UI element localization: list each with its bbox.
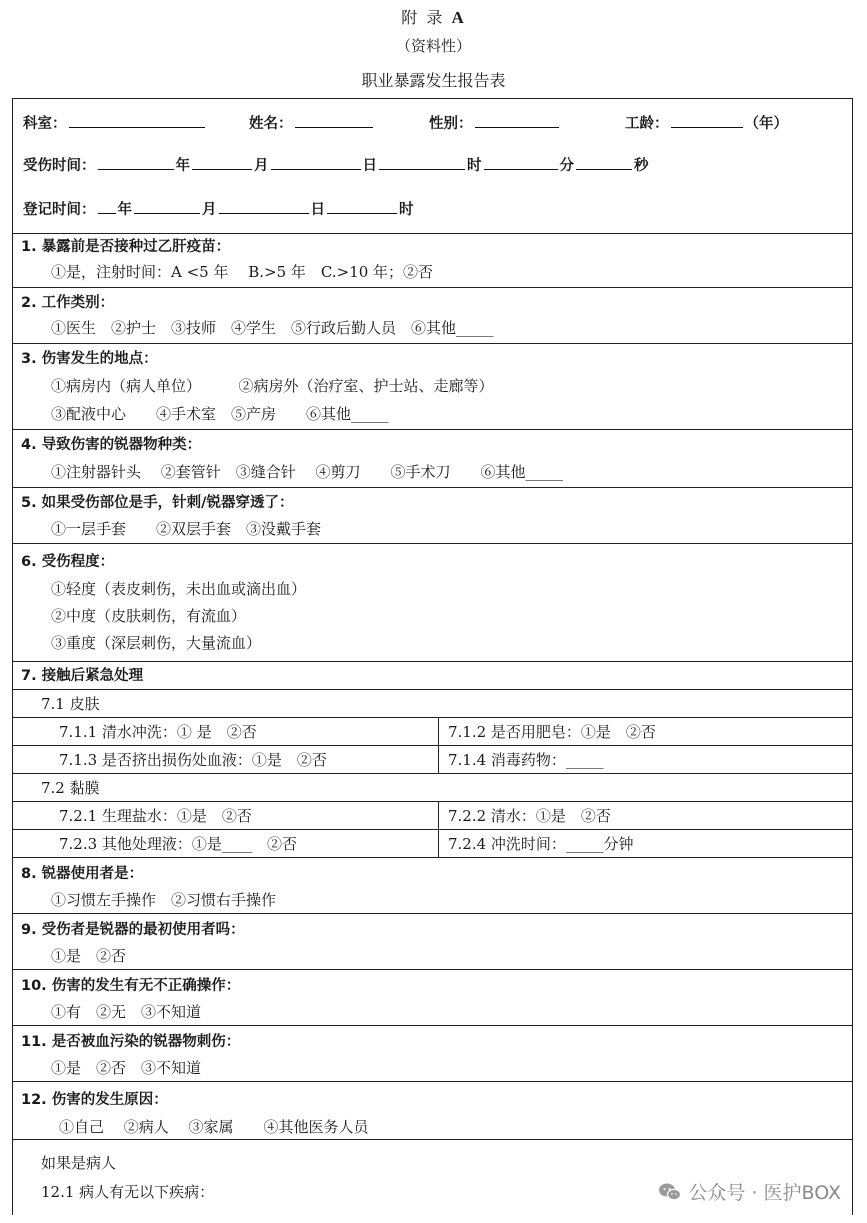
q7-2-1[interactable]: 7.2.1 生理盐水：①是 ②否 [59, 807, 252, 825]
q1-options[interactable]: ①是，注射时间：A <5 年 B.>5 年 C.>10 年；②否 [51, 263, 434, 281]
q7-2-3-no: ②否 [251, 835, 297, 853]
seniority-label: 工龄： [625, 116, 669, 132]
q4-options-text: ①注射器针头 ②套管针 ③缝合针 ④剪刀 ⑤手术刀 ⑥其他 [51, 463, 526, 481]
q7-skin-row-1 [13, 717, 852, 745]
q9-options[interactable]: ①是 ②否 [51, 947, 127, 965]
q2-other-blank[interactable]: _____ [456, 319, 494, 337]
q6-option-1[interactable]: ①轻度（表皮刺伤，未出血或滴出血） [51, 580, 307, 598]
dept-field[interactable] [23, 113, 207, 134]
dept-label: 科室： [23, 116, 67, 132]
q7-2-4-unit: 分钟 [603, 835, 634, 853]
column-divider [438, 717, 439, 773]
appendix-heading [0, 5, 867, 28]
q5-options[interactable]: ①一层手套 ②双层手套 ③没戴手套 [51, 520, 322, 538]
question-5 [13, 487, 852, 543]
q7-title: 7. 接触后紧急处理 [21, 668, 144, 684]
q12-1-label: 12.1 病人有无以下疾病： [41, 1183, 215, 1201]
q10-title: 10. 伤害的发生有无不正确操作： [21, 978, 241, 994]
question-9 [13, 913, 852, 969]
q3-options-1[interactable]: ①病房内（病人单位） ②病房外（治疗室、护士站、走廊等） [51, 377, 494, 395]
q5-title: 5. 如果受伤部位是手，针刺/锐器穿透了： [21, 495, 294, 511]
q8-options[interactable]: ①习惯左手操作 ②习惯右手操作 [51, 891, 277, 909]
q12-title: 12. 伤害的发生原因： [21, 1092, 168, 1108]
q10-options[interactable]: ①有 ②无 ③不知道 [51, 1003, 202, 1021]
q7-mucosa-row [13, 773, 852, 801]
q12-if-patient: 如果是病人 [41, 1154, 117, 1172]
q2-options[interactable] [51, 318, 494, 338]
q7-2-2[interactable]: 7.2.2 清水：①是 ②否 [448, 807, 611, 825]
month-label: 月 [254, 158, 269, 174]
hour-label: 时 [467, 158, 482, 174]
question-2 [13, 287, 852, 343]
q2-title: 2. 工作类别： [21, 295, 115, 311]
year-label: 年 [175, 158, 190, 174]
q11-options[interactable]: ①是 ②否 ③不知道 [51, 1059, 202, 1077]
q7-1-4-blank[interactable]: _____ [565, 751, 604, 769]
info-section [13, 99, 852, 233]
q1-title: 1. 暴露前是否接种过乙肝疫苗： [21, 239, 231, 255]
q7-skin-label: 7.1 皮肤 [41, 695, 100, 713]
injury-time-field[interactable] [23, 155, 649, 176]
q7-2-4-blank[interactable]: _____ [565, 835, 604, 853]
q3-title: 3. 伤害发生的地点： [21, 351, 158, 367]
register-time-label: 登记时间： [23, 202, 96, 218]
form-title: 职业暴露发生报告表 [361, 71, 506, 90]
q7-1-1[interactable]: 7.1.1 清水冲洗：① 是 ②否 [59, 723, 257, 741]
q7-1-3[interactable]: 7.1.3 是否挤出损伤处血液：①是 ②否 [59, 751, 327, 769]
q7-mucosa-label: 7.2 黏膜 [41, 779, 100, 797]
q7-2-3-blank[interactable]: ____ [221, 835, 252, 853]
register-time-field[interactable] [23, 199, 414, 220]
watermark [658, 1178, 841, 1205]
q7-mucosa-row-2 [13, 829, 852, 857]
q7-2-3-label: 7.2.3 其他处理液：①是 [59, 835, 222, 853]
q7-2-4-label: 7.2.4 冲洗时间： [448, 835, 566, 853]
second-label: 秒 [634, 158, 649, 174]
q7-mucosa-row-1 [13, 801, 852, 829]
q7-1-4[interactable] [448, 750, 603, 770]
gender-label: 性别： [429, 116, 473, 132]
question-3 [13, 343, 852, 429]
q11-title: 11. 是否被血污染的锐器物刺伤： [21, 1034, 241, 1050]
question-6 [13, 543, 852, 661]
seniority-field[interactable] [625, 113, 788, 134]
name-field[interactable] [249, 113, 375, 134]
q3-other-blank[interactable]: _____ [351, 405, 389, 423]
q9-title: 9. 受伤者是锐器的最初使用者吗： [21, 922, 245, 938]
question-1 [13, 233, 852, 287]
day-label: 日 [310, 202, 325, 218]
q4-other-blank[interactable]: _____ [525, 463, 564, 481]
question-10 [13, 969, 852, 1025]
q3-options-2[interactable] [51, 404, 389, 424]
q12-options[interactable]: ①自己 ②病人 ③家属 ④其他医务人员 [59, 1118, 369, 1136]
name-label: 姓名： [249, 116, 293, 132]
minute-label: 分 [559, 158, 574, 174]
day-label: 日 [362, 158, 377, 174]
q6-option-2[interactable]: ②中度（皮肤刺伤，有流血） [51, 607, 247, 625]
q7-1-2[interactable]: 7.1.2 是否用肥皂：①是 ②否 [448, 723, 656, 741]
injury-time-label: 受伤时间： [23, 158, 96, 174]
gender-field[interactable] [429, 113, 561, 134]
question-8 [13, 857, 852, 913]
wechat-icon [658, 1182, 682, 1202]
q4-options[interactable] [51, 462, 563, 482]
q7-2-3[interactable] [59, 834, 297, 854]
hour-label: 时 [399, 202, 414, 218]
watermark-text: 公众号 · 医护BOX [688, 1182, 841, 1204]
q7-skin-row-2 [13, 745, 852, 773]
q7-2-4[interactable] [448, 834, 633, 854]
question-11 [13, 1025, 852, 1081]
question-4 [13, 429, 852, 487]
column-divider [438, 801, 439, 857]
appendix-note: （资料性） [395, 37, 471, 55]
question-12 [13, 1081, 852, 1139]
q6-title: 6. 受伤程度： [21, 554, 115, 570]
q7-skin-row [13, 689, 852, 717]
question-7 [13, 661, 852, 689]
q7-1-4-label: 7.1.4 消毒药物： [448, 751, 566, 769]
month-label: 月 [202, 202, 217, 218]
appendix-letter: A [451, 8, 466, 27]
year-unit: （年） [744, 116, 788, 132]
q2-options-text: ①医生 ②护士 ③技师 ④学生 ⑤行政后勤人员 ⑥其他 [51, 319, 457, 337]
q8-title: 8. 锐器使用者是： [21, 866, 144, 882]
q6-option-3[interactable]: ③重度（深层刺伤，大量流血） [51, 634, 262, 652]
appendix-label: 附 录 [401, 8, 445, 27]
report-form [12, 98, 853, 1215]
year-label: 年 [117, 202, 132, 218]
q3-options-2-text: ③配液中心 ④手术室 ⑤产房 ⑥其他 [51, 405, 352, 423]
q4-title: 4. 导致伤害的锐器物种类： [21, 437, 202, 453]
